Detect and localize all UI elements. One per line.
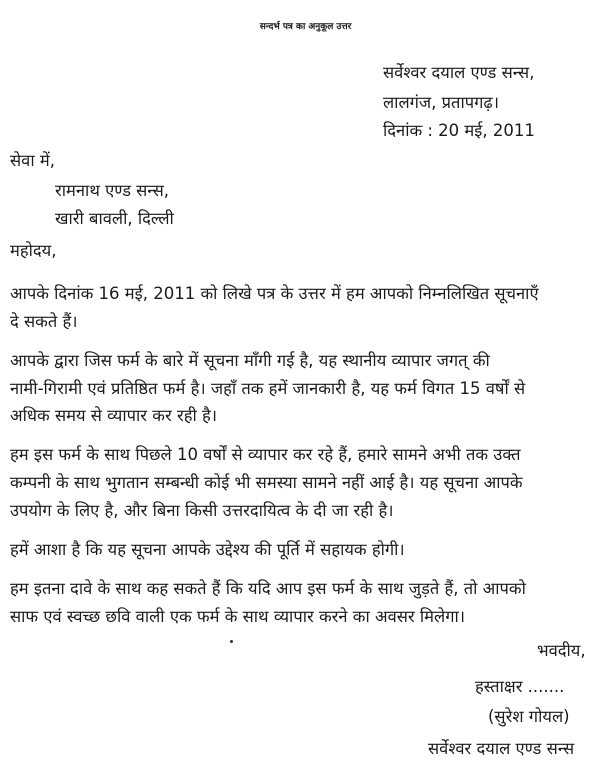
stray-dot [230, 640, 233, 643]
greeting: महोदय, [10, 241, 57, 260]
paragraph-3-line-1: हम इस फर्म के साथ पिछले 10 वर्षों से व्यापार कर रहे हैं, हमारे सामने अभी तक उक्त [10, 445, 521, 464]
paragraph-1-line-1: आपके दिनांक 16 मई, 2011 को लिखे पत्र के उत्तर में हम आपको निम्नलिखित सूचनाएँ [10, 284, 539, 303]
closing: भवदीय, [537, 641, 586, 660]
paragraph-3-line-3: उपयोग के लिए है, और बिना किसी उत्तरदायित्व के दी जा रही है। [10, 501, 394, 520]
sender-name: सर्वेश्वर दयाल एण्ड सन्स, [383, 63, 535, 82]
paragraph-2-line-2: नामी-गिरामी एवं प्रतिष्ठित फर्म है। जहाँ तक हमें जानकारी है, यह फर्म विगत 15 वर्षों से [10, 379, 526, 398]
paragraph-5-line-2: साफ एवं स्वच्छ छवि वाली एक फर्म के साथ व्यापार करने का अवसर मिलेगा। [10, 607, 466, 626]
paragraph-5-line-1: हम इतना दावे के साथ कह सकते हैं कि यदि आप इस फर्म के साथ जुड़ते हैं, तो आपको [10, 579, 526, 598]
sender-address: लालगंज, प्रतापगढ़। [383, 93, 499, 112]
signature-label: हस्ताक्षर ....... [475, 677, 565, 696]
recipient-name: रामनाथ एण्ड सन्स, [55, 181, 170, 200]
signer-firm: सर्वेश्वर दयाल एण्ड सन्स [428, 739, 575, 758]
paragraph-4-line-1: हमें आशा है कि यह सूचना आपके उद्देश्य की पूर्ति में सहायक होगी। [10, 540, 405, 559]
paragraph-2-line-3: अधिक समय से व्यापार कर रही है। [10, 406, 218, 425]
paragraph-1-line-2: दे सकते हैं। [10, 312, 78, 331]
recipient-address: खारी बावली, दिल्ली [55, 209, 174, 228]
letter-title: सन्दर्भ पत्र का अनुकूल उत्तर [259, 22, 352, 32]
salutation-to: सेवा में, [10, 151, 55, 170]
signer-name: (सुरेश गोयल) [488, 707, 570, 726]
paragraph-2-line-1: आपके द्वारा जिस फर्म के बारे में सूचना माँगी गई है, यह स्थानीय व्यापार जगत् की [10, 351, 490, 370]
letter-date: दिनांक : 20 मई, 2011 [383, 121, 535, 140]
paragraph-3-line-2: कम्पनी के साथ भुगतान सम्बन्धी कोई भी समस्या सामने नहीं आई है। यह सूचना आपके [10, 473, 523, 492]
